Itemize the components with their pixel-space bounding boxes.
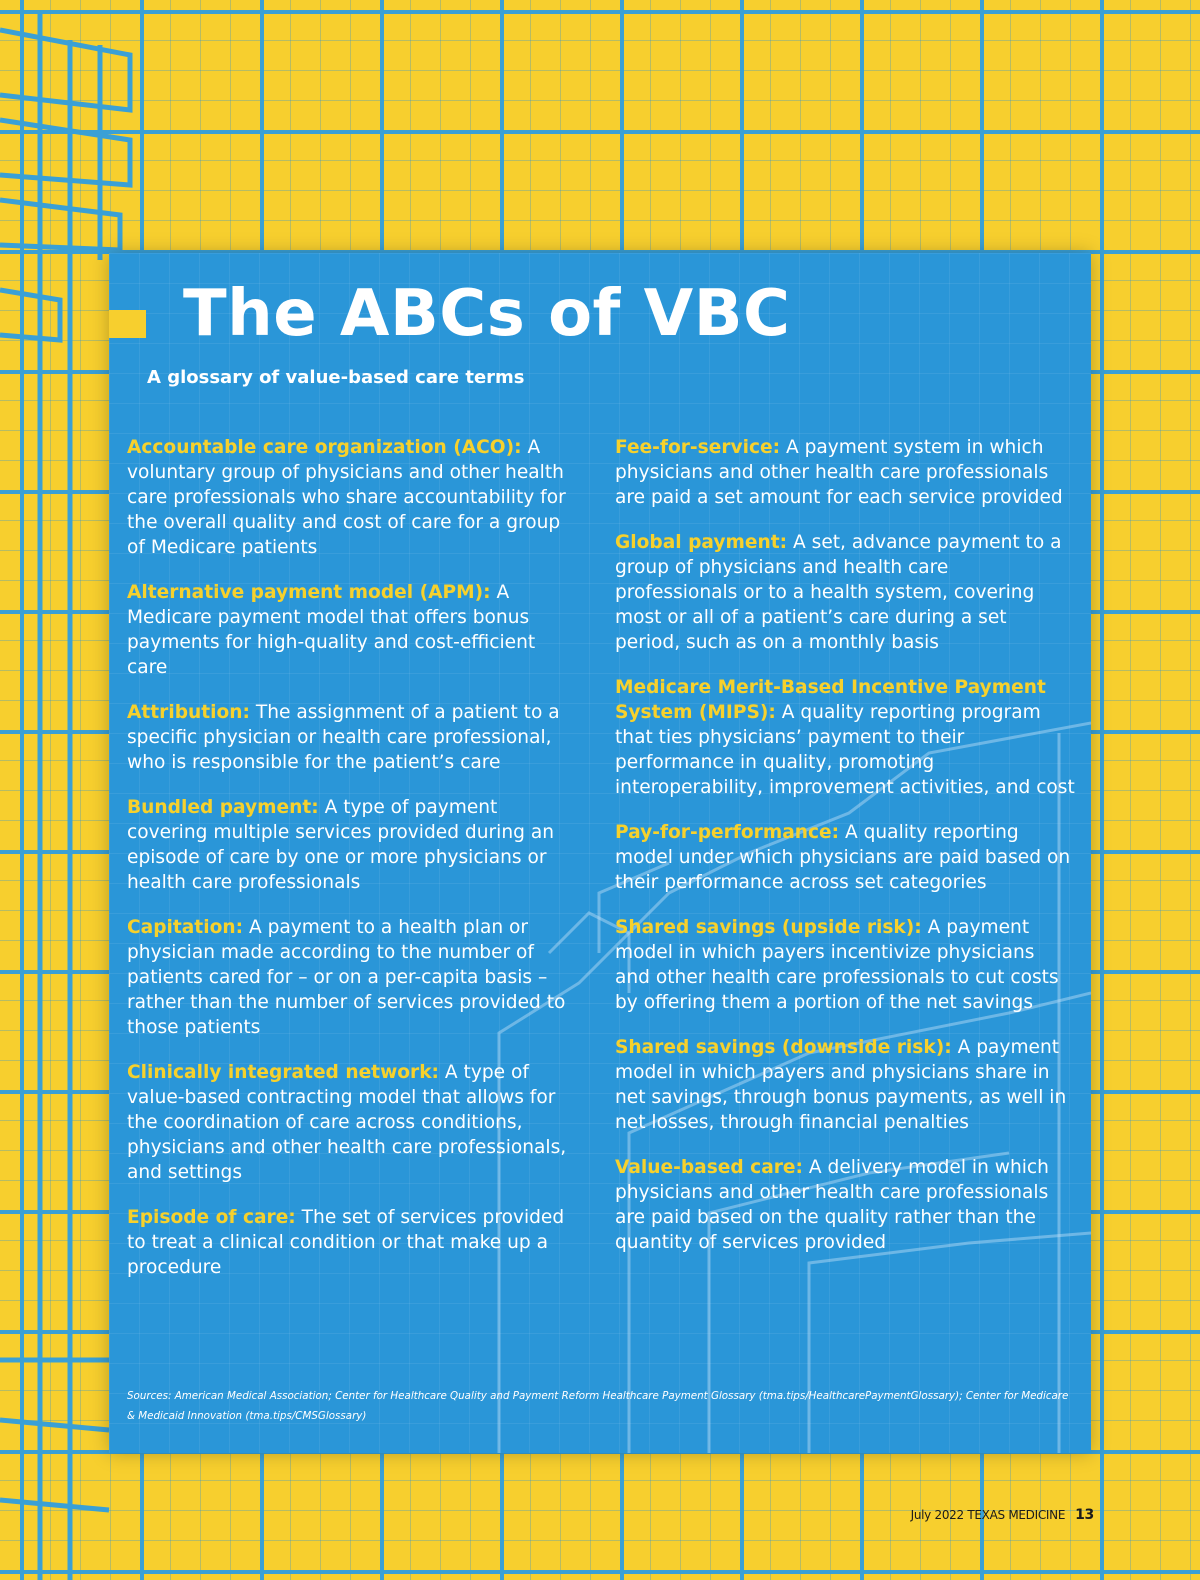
- term-definition: The assignment of a patient to a specific physician or health care professional, who is responsible for the patient’s care: [127, 702, 560, 773]
- term-name: Capitation:: [127, 917, 244, 938]
- glossary-entry-bundled-payment: [127, 795, 577, 895]
- term-name: Medicare Merit-Based Incentive Payment System (MIPS):: [615, 677, 1046, 723]
- term-definition: A payment to a health plan or physician made according to the number of patients cared for – or on a per-capita basis – rather than the number of services provided to those patients: [127, 917, 566, 1038]
- term-name: Fee-for-service:: [615, 437, 781, 458]
- term-definition: A quality reporting program that ties physicians’ payment to their performance in quality, promoting interoperability, improvement activities, and cost: [615, 702, 1075, 798]
- footer-issue: July 2022: [910, 1508, 964, 1522]
- glossary-entry-pay-for-performance: [615, 820, 1075, 895]
- term-definition: A quality reporting model under which physicians are paid based on their performance across set categories: [615, 822, 1071, 893]
- term-definition: A payment model in which payers and physicians share in net savings, through bonus payments, as well in net losses, through financial penalties: [615, 1037, 1067, 1133]
- term-name: Episode of care:: [127, 1207, 296, 1228]
- term-definition: A Medicare payment model that offers bonus payments for high-quality and cost-efficient care: [127, 582, 536, 678]
- glossary-entry-global-payment: [615, 530, 1075, 655]
- term-definition: A delivery model in which physicians and other health care professionals are paid based on the quality rather than the quantity of services provided: [615, 1157, 1049, 1253]
- term-name: Shared savings (downside risk):: [615, 1037, 952, 1058]
- term-name: Bundled payment:: [127, 797, 319, 818]
- glossary-entry-apm: [127, 580, 577, 680]
- term-name: Clinically integrated network:: [127, 1062, 439, 1083]
- footer-publication: TEXAS MEDICINE: [967, 1508, 1066, 1522]
- term-name: Shared savings (upside risk):: [615, 917, 922, 938]
- page-footer: [911, 1507, 1094, 1523]
- glossary-entry-value-based-care: [615, 1155, 1075, 1255]
- glossary-entry-shared-savings-downside: [615, 1035, 1075, 1135]
- sources-note: Sources: American Medical Association; Center for Healthcare Quality and Payment Reform Healthcare Payment Glossary (tma.tips/HealthcarePaymentGlossary); Center for Medicare & Medicaid Innovation (tma.tips/CMSGlossary): [127, 1390, 1069, 1422]
- term-name: Pay-for-performance:: [615, 822, 840, 843]
- term-definition: A payment system in which physicians and other health care professionals are paid a set amount for each service provided: [615, 437, 1063, 508]
- term-definition: A payment model in which payers incentivize physicians and other health care professionals to cut costs by offering them a portion of the net savings: [615, 917, 1059, 1013]
- term-name: Attribution:: [127, 702, 250, 723]
- page-title: The ABCs of VBC: [183, 277, 791, 351]
- glossary-column-right: [615, 435, 1075, 1275]
- glossary-entry-clinically-integrated-network: [127, 1060, 577, 1185]
- glossary-panel: [109, 253, 1091, 1453]
- glossary-column-left: [127, 435, 577, 1300]
- glossary-entry-episode-of-care: [127, 1205, 577, 1280]
- glossary-entry-fee-for-service: [615, 435, 1075, 510]
- glossary-entry-mips: [615, 675, 1075, 800]
- title-accent-square: [109, 310, 146, 338]
- glossary-entry-attribution: [127, 700, 577, 775]
- glossary-entry-capitation: [127, 915, 577, 1040]
- page-number: 13: [1075, 1507, 1094, 1523]
- term-definition: A type of value-based contracting model that allows for the coordination of care across conditions, physicians and other health care professionals, and settings: [127, 1062, 567, 1183]
- page-subtitle: A glossary of value-based care terms: [147, 367, 525, 388]
- glossary-entry-shared-savings-upside: [615, 915, 1075, 1015]
- term-name: Value-based care:: [615, 1157, 803, 1178]
- term-definition: A type of payment covering multiple services provided during an episode of care by one or more physicians or health care professionals: [127, 797, 555, 893]
- term-definition: A voluntary group of physicians and other health care professionals who share accountability for the overall quality and cost of care for a group of Medicare patients: [127, 437, 566, 558]
- term-definition: A set, advance payment to a group of physicians and health care professionals or to a health system, covering most or all of a patient’s care during a set period, such as on a monthly basis: [615, 532, 1062, 653]
- term-name: Accountable care organization (ACO):: [127, 437, 522, 458]
- term-name: Alternative payment model (APM):: [127, 582, 491, 603]
- glossary-entry-aco: [127, 435, 577, 560]
- term-name: Global payment:: [615, 532, 788, 553]
- term-definition: The set of services provided to treat a clinical condition or that make up a procedure: [127, 1207, 565, 1278]
